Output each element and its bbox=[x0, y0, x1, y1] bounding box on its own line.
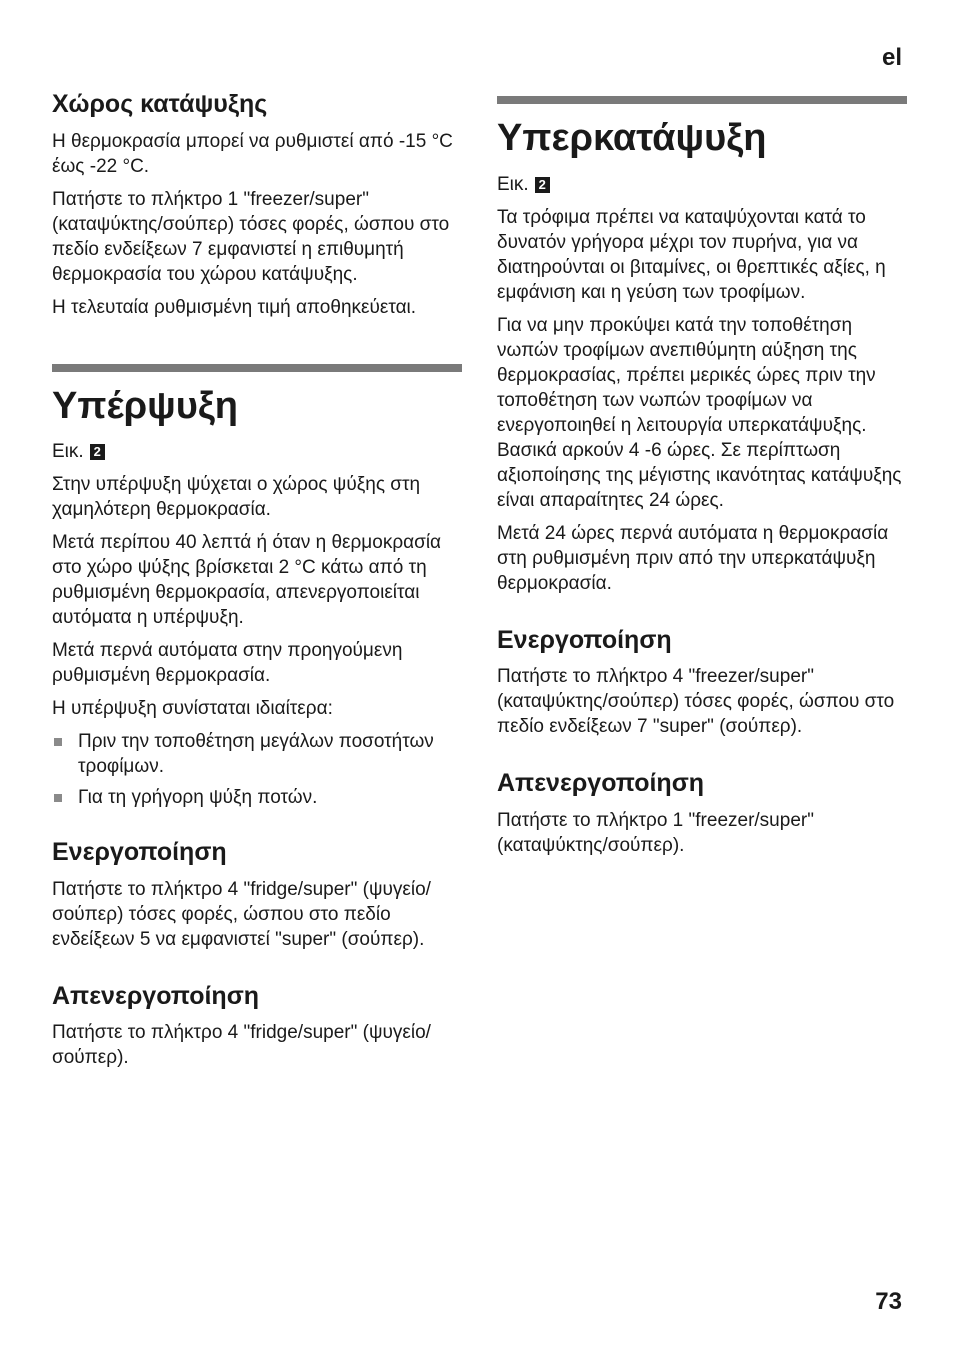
superfreeze-paragraph: Τα τρόφιμα πρέπει να καταψύχονται κατά το δυνατόν γρήγορα μέχρι τον πυρήνα, για να διατηρούνται οι βιταμίνες, οι θρεπτικές αξίες, η εμφάνιση και η γεύση των τροφίμων. bbox=[497, 206, 886, 303]
freezer-paragraph: Η τελευταία ρυθμισμένη τιμή αποθηκεύεται. bbox=[52, 296, 417, 318]
supercool-paragraph: Η υπέρψυξη συνίσταται ιδιαίτερα: bbox=[52, 698, 333, 720]
deactivate-heading: Απενεργοποίηση bbox=[52, 981, 260, 1010]
activate-text: Πατήστε το πλήκτρο 4 "freezer/super" (καταψύκτης/σούπερ) τόσες φορές, ώσπου στο πεδίο ενδείξεων 7 "super" (σούπερ). bbox=[497, 666, 895, 738]
activate-heading: Ενεργοποίηση bbox=[497, 625, 672, 654]
left-column bbox=[52, 88, 462, 1078]
figure-number-badge: 2 bbox=[535, 177, 550, 193]
supercool-paragraph: Στην υπέρψυξη ψύχεται ο χώρος ψύξης στη χαμηλότερη θερμοκρασία. bbox=[52, 474, 421, 521]
activate-text: Πατήστε το πλήκτρο 4 "fridge/super" (ψυγείο/σούπερ) τόσες φορές, ώσπου στο πεδίο ενδείξεων 5 να εμφανιστεί "super" (σούπερ). bbox=[52, 878, 431, 950]
freezer-paragraph: Πατήστε το πλήκτρο 1 "freezer/super" (καταψύκτης/σούπερ) τόσες φορές, ώσπου στο πεδίο ενδείξεων 7 εμφανιστεί η επιθυμητή θερμοκρασία του χώρου κατάψυξης. bbox=[52, 188, 450, 285]
figure-reference bbox=[52, 439, 462, 464]
bullet-square-icon bbox=[54, 738, 62, 746]
figure-label: Εικ. bbox=[52, 441, 84, 463]
language-code: el bbox=[881, 44, 902, 71]
list-item bbox=[52, 729, 462, 779]
superfreeze-title: Υπερκατάψυξη bbox=[497, 117, 767, 159]
figure-number-badge: 2 bbox=[90, 444, 105, 460]
supercool-paragraph: Μετά περνά αυτόματα στην προηγούμενη ρυθμισμένη θερμοκρασία. bbox=[52, 640, 403, 687]
list-item-text: Για τη γρήγορη ψύξη ποτών. bbox=[78, 787, 318, 809]
freezer-paragraph: Η θερμοκρασία μπορεί να ρυθμιστεί από -15 °C έως -22 °C. bbox=[52, 130, 453, 177]
freezer-section-title: Χώρος κατάψυξης bbox=[52, 90, 268, 118]
deactivate-text: Πατήστε το πλήκτρο 4 "fridge/super" (ψυγείο/σούπερ). bbox=[52, 1022, 431, 1069]
page-number: 73 bbox=[875, 1288, 902, 1315]
section-divider bbox=[497, 96, 907, 104]
deactivate-text: Πατήστε το πλήκτρο 1 "freezer/super" (καταψύκτης/σούπερ). bbox=[497, 809, 814, 856]
bullet-list bbox=[52, 729, 462, 810]
figure-reference bbox=[497, 172, 907, 197]
right-column bbox=[497, 96, 907, 866]
superfreeze-paragraph: Για να μην προκύψει κατά την τοποθέτηση νωπών τροφίμων ανεπιθύμητη αύξηση της θερμοκρασίας, πρέπει μερικές ώρες πριν την τοποθέτηση των νωπών τροφίμων να ενεργοποιηθεί η λειτουργία υπερκατάψυξης. Βασικά αρκούν 4 -6 ώρες. Σε περίπτωση αξιοποίησης της μέγιστης ικανότητας κατάψυξης είναι απαραίτητες 24 ώρες. bbox=[497, 314, 902, 511]
supercool-title: Υπέρψυξη bbox=[52, 384, 238, 427]
supercool-paragraph: Μετά περίπου 40 λεπτά ή όταν η θερμοκρασία στο χώρο ψύξης βρίσκεται 2 °C κάτω από τη ρυθμισμένη θερμοκρασία, απενεργοποιείται αυτόματα η υπέρψυξη. bbox=[52, 532, 442, 629]
list-item bbox=[52, 785, 462, 810]
list-item-text: Πριν την τοποθέτηση μεγάλων ποσοτήτων τροφίμων. bbox=[78, 731, 434, 778]
section-divider bbox=[52, 364, 462, 372]
figure-label: Εικ. bbox=[497, 173, 529, 195]
deactivate-heading: Απενεργοποίηση bbox=[497, 769, 705, 798]
activate-heading: Ενεργοποίηση bbox=[52, 838, 227, 867]
superfreeze-paragraph: Μετά 24 ώρες περνά αυτόματα η θερμοκρασία στη ρυθμισμένη πριν από την υπερκατάψυξη θερμοκρασία. bbox=[497, 522, 889, 594]
bullet-square-icon bbox=[54, 794, 62, 802]
